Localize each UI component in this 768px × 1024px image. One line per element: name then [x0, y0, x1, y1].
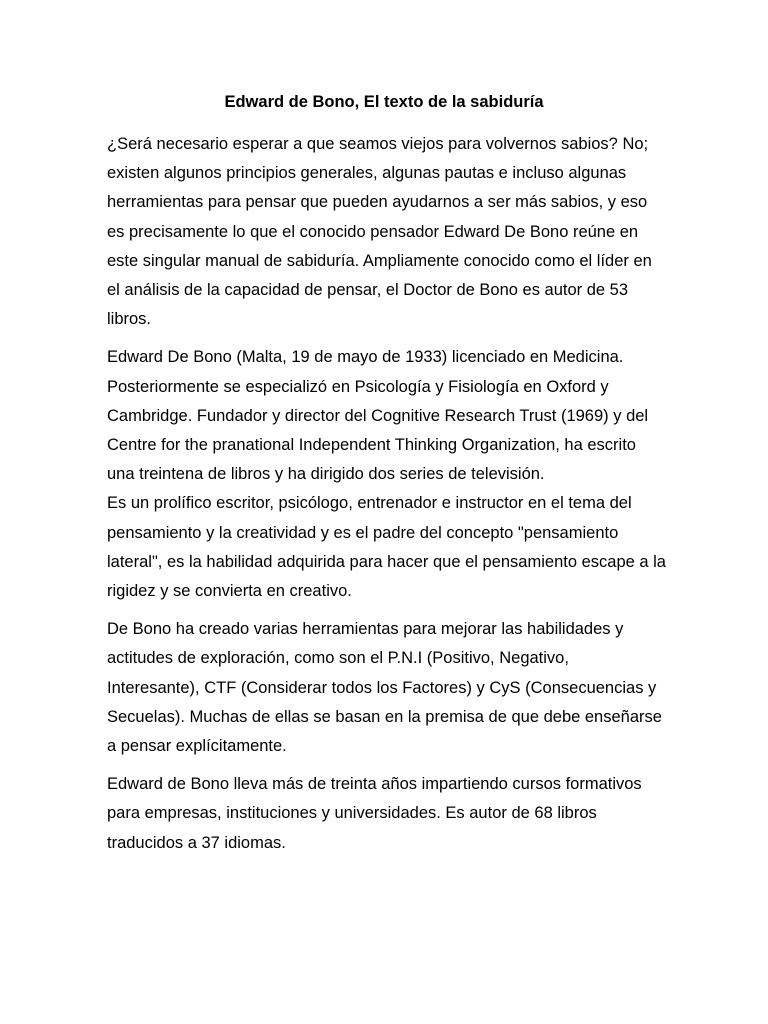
text-line: una treintena de libros y ha dirigido dos series de televisión.: [107, 465, 545, 484]
text-line: el análisis de la capacidad de pensar, el Doctor de Bono es autor de 53: [107, 281, 629, 300]
text-line: este singular manual de sabiduría. Ampliamente conocido como el líder en: [107, 251, 652, 270]
document-title: Edward de Bono, El texto de la sabiduría: [224, 93, 544, 111]
text-line: Interesante), CTF (Considerar todos los Factores) y CyS (Consecuencias y: [107, 678, 657, 697]
paragraph-tools: [107, 615, 667, 761]
text-line: Posteriormente se especializó en Psicología y Fisiología en Oxford y: [107, 377, 609, 396]
text-line: existen algunos principios generales, algunas pautas e incluso algunas: [107, 164, 627, 183]
text-line: Centre for the pranational Independent Thinking Organization, ha escrito: [107, 436, 636, 455]
text-line: pensamiento y la creatividad y es el padre del concepto "pensamiento: [107, 523, 619, 542]
text-line: a pensar explícitamente.: [107, 737, 287, 756]
paragraph-intro: [107, 130, 667, 334]
text-line: para empresas, instituciones y universidades. Es autor de 68 libros: [107, 804, 597, 823]
paragraph-lateral-thinking: [107, 489, 667, 606]
text-line: ¿Será necesario esperar a que seamos viejos para volvernos sabios? No;: [107, 135, 649, 153]
paragraph-courses: [107, 770, 667, 858]
text-line: lateral", es la habilidad adquirida para hacer que el pensamiento escape a la: [107, 552, 666, 571]
text-line: rigidez y se convierta en creativo.: [107, 582, 352, 601]
text-line: libros.: [107, 310, 152, 329]
text-line: De Bono ha creado varias herramientas para mejorar las habilidades y: [107, 620, 624, 639]
text-line: Es un prolífico escritor, psicólogo, entrenador e instructor en el tema del: [107, 494, 632, 513]
text-line: actitudes de exploración, como son el P.N.I (Positivo, Negativo,: [107, 649, 569, 668]
text-line: Edward de Bono lleva más de treinta años impartiendo cursos formativos: [107, 775, 642, 794]
text-line: herramientas para pensar que pueden ayudarnos a ser más sabios, y eso: [107, 193, 648, 212]
paragraph-biography: [107, 343, 667, 489]
text-line: es precisamente lo que el conocido pensador Edward De Bono reúne en: [107, 222, 639, 241]
text-line: Secuelas). Muchas de ellas se basan en la premisa de que debe enseñarse: [107, 707, 662, 726]
text-line: Edward De Bono (Malta, 19 de mayo de 1933) licenciado en Medicina.: [107, 348, 624, 367]
text-line: traducidos a 37 idiomas.: [107, 833, 286, 852]
text-line: Cambridge. Fundador y director del Cognitive Research Trust (1969) y del: [107, 406, 649, 425]
document-body: [107, 130, 667, 858]
